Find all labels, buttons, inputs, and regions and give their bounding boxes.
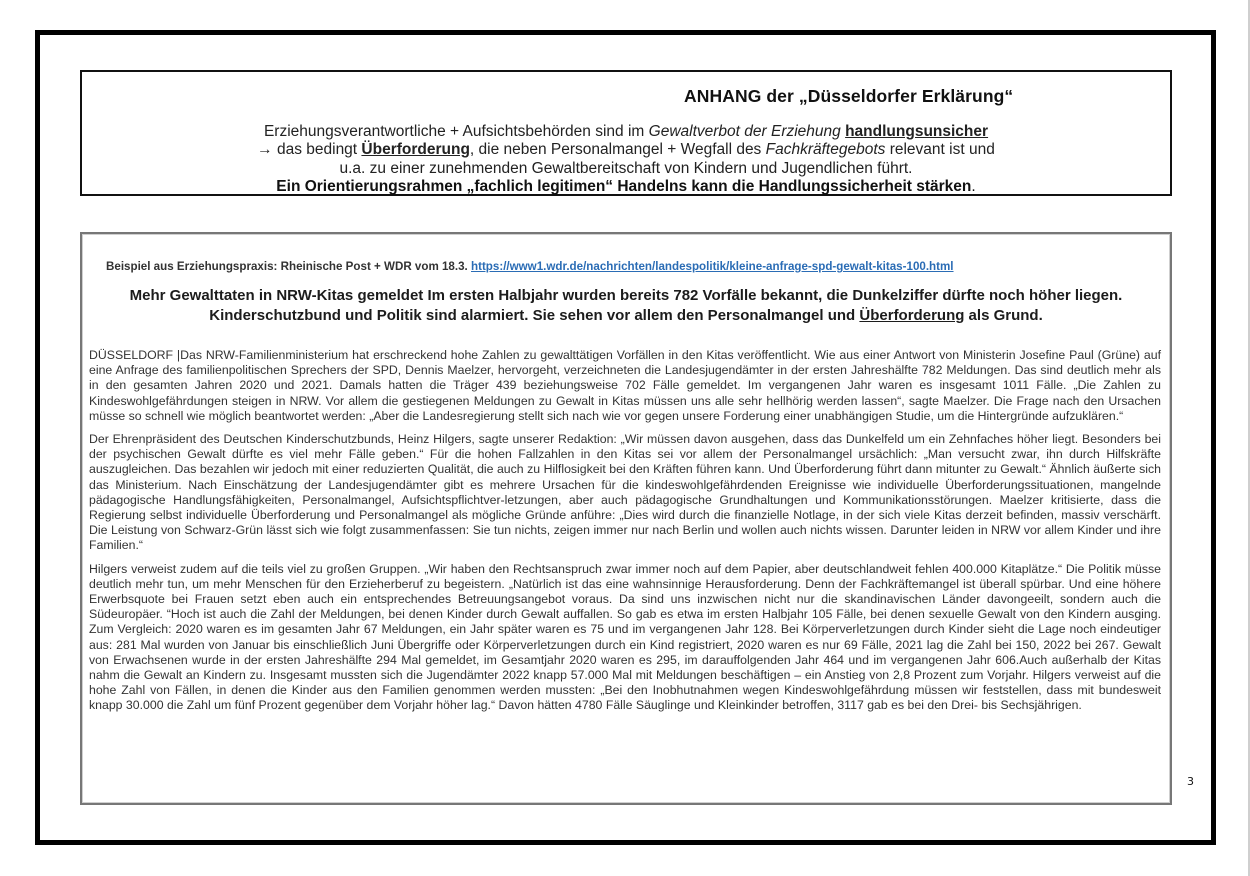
annex-header-box [80, 70, 1172, 196]
source-link[interactable]: https://www1.wdr.de/nachrichten/landespolitik/kleine-anfrage-spd-gewalt-kitas-100.html [471, 260, 954, 273]
statement-emphasis: handlungsunsicher [845, 123, 989, 140]
headline-text: Mehr Gewalttaten in NRW-Kitas gemeldet Im ersten Halbjahr wurden bereits 782 Vorfälle bekannt, die Dunkelziffer dürfte noch höher liegen. Kinderschutzbund und Politik sind alarmiert. Sie sehen vor allem den Personalmangel und [129, 287, 1123, 324]
statement-text: , die neben Personalmangel + Wegfall des [469, 141, 766, 159]
annex-title: ANHANG der „Düsseldorfer Erklärung“ [684, 86, 1014, 106]
statement-line-2 [82, 141, 1170, 159]
headline-text: als Grund. [964, 307, 1043, 324]
article-box [80, 232, 1172, 805]
statement-text: Erziehungsverantwortliche + Aufsichtsbehörden sind im [263, 123, 649, 140]
statement-italic: Fachkräftegebots [765, 141, 886, 159]
statement-text: relevant ist und [885, 141, 995, 159]
statement-conclusion: Ein Orientierungsrahmen „fachlich legitimen“ Handelns kann die Handlungssicherheit stärken [276, 178, 972, 196]
annex-statement [82, 123, 1170, 197]
article-paragraph: DÜSSELDORF |Das NRW-Familienministerium hat erschreckend hohe Zahlen zu gewalttätigen Vorfällen in den Kitas veröffentlicht. Wie aus einer Antwort von Ministerin Josefine Paul (Grüne) auf eine Anfrage des familienpolitischen Sprechers der SPD, Dennis Maelzer, hervorgeht, verzeichneten die Landesjugendämter in der ersten Jahreshälfte 782 Meldungen. Das sind deutlich mehr als in den gesamten Jahren 2020 und 2021. Damals hatten die Träger 439 beziehungsweise 702 Fälle gemeldet. Im vergangenen Jahr waren es insgesamt 1011 Fälle. „Die Zahlen zu Kindeswohlgefährdungen steigen in NRW. Vor allem die gestiegenen Meldungen zu Gewalt in Kitas müssen uns alle sehr hellhörig werden lassen“, sagte Maelzer. Die Frage nach den Ursachen müsse so schnell wie möglich beantwortet werden: „Aber die Landesregierung stellt sich nach wie vor gegen unsere Forderung einer unabhängigen Studie, um die Hintergründe aufzuklären.“ [89, 348, 1161, 423]
article-headline [102, 286, 1150, 326]
page-number: 3 [1187, 775, 1194, 788]
headline-emphasis: Überforderung [859, 307, 965, 324]
article-paragraph: Der Ehrenpräsident des Deutschen Kinderschutzbunds, Heinz Hilgers, sagte unserer Redaktion: „Wir müssen davon ausgehen, dass das Dunkelfeld um ein Zehnfaches höher liegt. Besonders bei der psychischen Gewalt dürfte es viel mehr Fälle geben.“ Für die hohen Fallzahlen in den Kitas sei vor allem der Personalmangel ursächlich: „Man versucht zwar, ihn durch Hilfskräfte auszugleichen. Das bezahlen wir jedoch mit einer reduzierten Qualität, die auch zu Hilflosigkeit bei den Kräften führen kann. Und Überforderung führt dann mitunter zu Gewalt.“ Ähnlich äußerte sich das Ministerium. Nach Einschätzung der Landesjugendämter gibt es mehrere Ursachen für die kindeswohlgefährdenden Ereignisse wie individuelle Überforderungssituationen, mangelnde pädagogische Handlungsfähigkeiten, Personalmangel, Aufsichtspflichtver-letzungen, aber auch pädagogische Grundhaltungen und Kommunikationsstörungen. Maelzer kritisierte, dass die Regierung selbst individuelle Überforderung und Personalmangel als mögliche Gründe anführe: „Dies wird durch die finanzielle Notlage, in der sich viele Kitas derzeit befinden, massiv verschärft. Die Leistung von Schwarz-Grün lässt sich wie folgt zusammenfassen: Sie tun nichts, zeigen immer nur nach Berlin und wollen auch nichts wissen. Darunter leiden in NRW vor allem Kinder und ihre Familien.“ [89, 432, 1161, 553]
article-paragraph: Hilgers verweist zudem auf die teils viel zu großen Gruppen. „Wir haben den Rechtsanspruch zwar immer noch auf dem Papier, aber deutschlandweit fehlen 400.000 Kitaplätze.“ Die Politik müsse deutlich mehr tun, um mehr Menschen für den Erzieherberuf zu begeistern. „Natürlich ist das eine wahnsinnige Herausforderung. Denn der Fachkräftemangel ist überall spürbar. Und eine höhere Erwerbsquote bei Frauen setzt eben auch ein entsprechendes Betreuungsangebot voraus. Da sind uns inzwischen nicht nur die skandinavischen Länder davongeeilt, sondern auch die Südeuropäer. “Hoch ist auch die Zahl der Meldungen, bei denen Kinder durch Gewalt auffallen. So gab es etwa im ersten Halbjahr 105 Fälle, bei denen sexuelle Gewalt von den Kindern ausging. Zum Vergleich: 2020 waren es im gesamten Jahr 67 Meldungen, ein Jahr später waren es 75 und im vergangenen Jahr 128. Bei Körperverletzungen durch Kinder sieht die Lage noch eindeutiger aus: 281 Mal wurden von Januar bis einschließlich Juni Übergriffe oder Körperverletzungen durch ein Kind registriert, 2020 waren es nur 69 Fälle, 2021 lag die Zahl bei 150, 2022 bei 267. Gewalt von Erwachsenen wurde in der ersten Jahreshälfte 294 Mal gemeldet, im Gesamtjahr 2020 waren es 295, im darauffolgenden Jahr 464 und im vergangenen Jahr 606.Auch außerhalb der Kitas nahm die Gewalt an Kindern zu. Insgesamt mussten sich die Jugendämter 2022 knapp 57.000 Mal mit Meldungen beschäftigen – ein Anstieg von 2,8 Prozent zum Vorjahr. Hilgers verweist auf die hohe Zahl von Fällen, in denen die Kinder aus den Familien genommen werden mussten: „Bei den Inobhutnahmen wegen Kindeswohlgefährdung müssen wir feststellen, dass mit bundesweit knapp 30.000 die Zahl um fünf Prozent gegenüber dem Vorjahr höher lag.“ Davon hätten 4780 Fälle Säuglinge und Kleinkinder betroffen, 3117 gab es bei den Drei- bis Sechsjährigen. [89, 561, 1161, 713]
statement-emphasis: Überforderung [361, 141, 470, 159]
source-line [106, 260, 954, 273]
source-label: Beispiel aus Erziehungspraxis: Rheinische Post + WDR vom 18.3. [106, 260, 471, 273]
statement-text: → das bedingt [257, 141, 362, 159]
statement-line-1 [82, 123, 1170, 141]
article-body [89, 348, 1161, 722]
period: . [971, 178, 976, 196]
statement-line-4 [82, 178, 1170, 196]
statement-italic: Gewaltverbot der Erziehung [648, 123, 841, 140]
statement-line-3: u.a. zu einer zunehmenden Gewaltbereitschaft von Kindern und Jugendlichen führt. [339, 159, 913, 177]
